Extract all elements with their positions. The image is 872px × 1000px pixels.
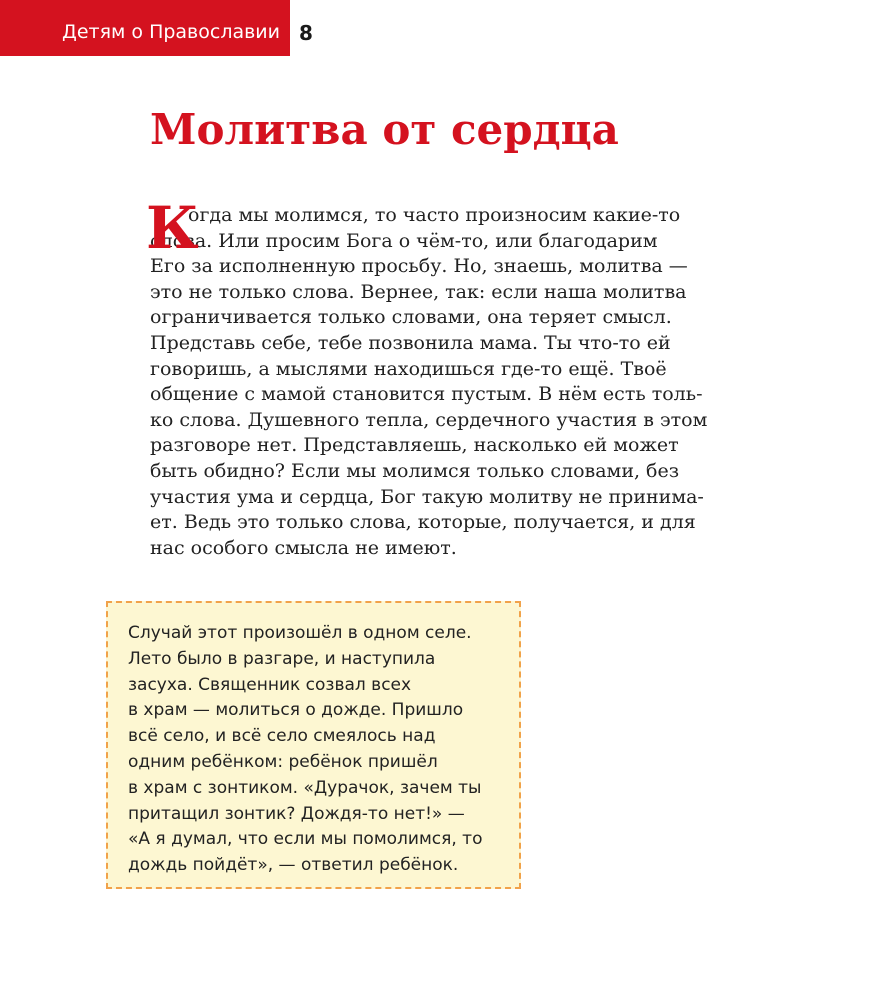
body-line: ограничивается только словами, она теряет смысл.: [150, 306, 672, 329]
story-line: одним ребёнком: ребёнок пришёл: [128, 751, 438, 772]
story-line: в храм с зонтиком. «Дурачок, зачем ты: [128, 777, 482, 798]
body-line: общение с мамой становится пустым. В нём есть толь-: [150, 383, 703, 406]
body-line: Его за исполненную просьбу. Но, знаешь, молитва —: [150, 255, 688, 278]
header-bar: [0, 0, 290, 56]
page-title: Молитва от сердца: [150, 105, 619, 154]
story-line: притащил зонтик? Дождя-то нет!» —: [128, 803, 465, 824]
body-line: быть обидно? Если мы молимся только словами, без: [150, 459, 680, 482]
body-line: говоришь, а мыслями находишься где-то ещё. Твоё: [150, 357, 667, 380]
story-line: всё село, и всё село смеялось над: [128, 726, 436, 747]
body-line: нас особого смысла не имеют.: [150, 536, 457, 559]
body-line: Представь себе, тебе позвонила мама. Ты что-то ей: [150, 331, 671, 354]
body-line: это не только слова. Вернее, так: если наша молитва: [150, 280, 687, 303]
story-box: [106, 601, 521, 889]
story-line: в храм — молиться о дожде. Пришло: [128, 700, 464, 721]
body-line: разговоре нет. Представляешь, насколько ей может: [150, 434, 679, 457]
story-line: засуха. Священник созвал всех: [128, 674, 412, 695]
page-number: 8: [299, 21, 313, 45]
article-body: [146, 194, 730, 561]
section-title: Детям о Православии: [62, 21, 281, 43]
body-line: ко слова. Душевного тепла, сердечного участия в этом: [150, 408, 708, 431]
body-line: огда мы молимся, то часто произносим какие-то: [188, 204, 681, 226]
body-line: слова. Или просим Бога о чём-то, или благодарим: [150, 229, 658, 252]
story-line: Случай этот произошёл в одном селе.: [128, 623, 472, 643]
body-line: ет. Ведь это только слова, которые, получается, и для: [150, 511, 696, 534]
drop-cap: К: [146, 194, 199, 262]
story-line: Лето было в разгаре, и наступила: [128, 648, 436, 669]
story-text: [128, 621, 483, 879]
story-line: «А я думал, что если мы помолимся, то: [128, 829, 483, 850]
body-line: участия ума и сердца, Бог такую молитву не принима-: [150, 485, 704, 508]
story-line: дождь пойдёт», — ответил ребёнок.: [128, 855, 459, 876]
